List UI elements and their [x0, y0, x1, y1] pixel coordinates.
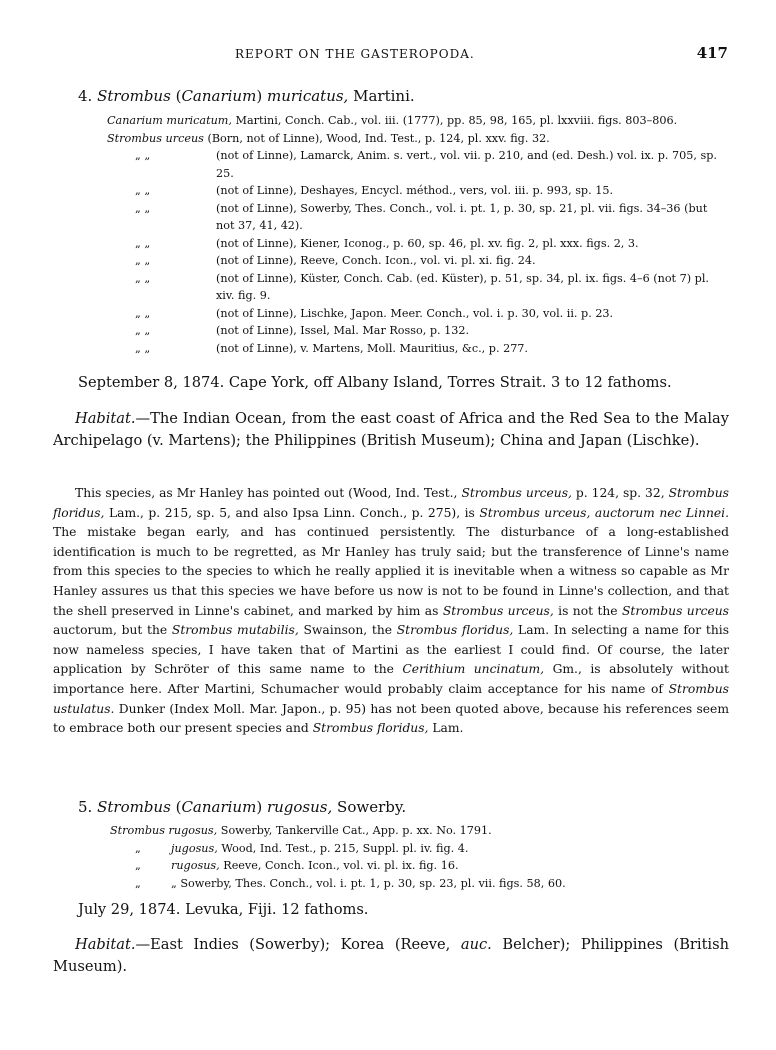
discussion-text: is not the [553, 603, 622, 618]
synonym-entry: „ „ Sowerby, Thes. Conch., vol. i. pt. 1, p. 30, sp. 23, pl. vii. figs. 58, 60. [135, 876, 566, 890]
species-epithet: muricatus, [266, 87, 349, 105]
discussion-text: Lam., p. 215, sp. 5, and also Ipsa Linn. Conch., p. 275), is [104, 505, 480, 520]
taxon-reference: Strombus urceus [621, 603, 729, 618]
species-number: 5. [78, 798, 93, 816]
synonym-entry: „ rugosus, Reeve, Conch. Icon., vol. vi. pl. ix. fig. 16. [135, 859, 459, 872]
taxon-reference: Strombus floridus, [312, 721, 429, 736]
discussion-text: Lam. [428, 721, 464, 736]
subgenus-name: (Canarium) [175, 87, 263, 105]
species-4-synonymy [0, 112, 776, 357]
genus-name: Strombus [97, 87, 171, 105]
habitat-paragraph [53, 408, 729, 452]
genus-name: Strombus [97, 798, 171, 816]
taxon-reference: Strombus urceus, auctorum nec Linnei. [479, 505, 729, 520]
taxon-reference: Strombus urceus, [442, 603, 554, 618]
running-header [0, 44, 776, 68]
collection-record: September 8, 1874. Cape York, off Albany Island, Torres Strait. 3 to 12 fathoms. [78, 374, 672, 391]
subgenus-name: (Canarium) [175, 798, 263, 816]
synonym-entry: „ jugosus, Wood, Ind. Test., p. 215, Suppl. pl. iv. fig. 4. [135, 841, 469, 855]
discussion-text: Gm., is absolutely without importance here. After Martini, Schumacher would probably claim acceptance for his name of [53, 662, 729, 696]
habitat-text: —East Indies (Sowerby); Korea (Reeve, [135, 936, 461, 953]
synonym-entry: „ „ (not of Linne), Küster, Conch. Cab. (ed. Küster), p. 51, sp. 34, pl. ix. figs. 4–6 (not 7) pl. xiv. fig. 9. [135, 271, 709, 302]
synonym-entry: „ „ (not of Linne), Lischke, Japon. Meer. Conch., vol. i. p. 30, vol. ii. p. 23. [135, 306, 614, 320]
synonym-entry: „ „ (not of Linne), v. Martens, Moll. Mauritius, &c., p. 277. [135, 341, 528, 355]
habitat-label: Habitat. [75, 410, 136, 427]
taxon-reference: Strombus floridus, [396, 623, 514, 638]
synonym-entry: „ „ (not of Linne), Deshayes, Encycl. méthod., vers, vol. iii. p. 993, sp. 15. [135, 184, 613, 197]
habitat-label: Habitat. [75, 936, 136, 953]
taxon-reference: Strombus mutabilis, [171, 623, 299, 638]
species-number: 4. [78, 87, 93, 105]
discussion-text: The mistake began early, and has continued persistently. The disturbance of a long-established identification is much to be regretted, as Mr Hanley has truly said; but the transference of Linne's name from this species to the species to which he really applied it is inevitable when a witness so capable as Mr Hanley assures us that this species we have before us now is not to be found in Linne's collection, and that the shell preserved in Linne's cabinet, and marked by him as [53, 525, 729, 618]
habitat-paragraph [53, 934, 729, 978]
discussion-text: Lam. In selecting a name for this now nameless species, I have taken that of Martini as the earliest I could find. Of course, the later application by Schröter of this same name to the [53, 623, 730, 677]
species-epithet: rugosus, [266, 798, 333, 816]
species-4-heading [78, 86, 415, 106]
habitat-auc: auc. [460, 936, 492, 953]
habitat-text-2: Belcher); Philippines (British Museum). [53, 936, 729, 975]
taxon-reference: Cerithium uncinatum, [402, 662, 545, 677]
taxon-reference: Strombus urceus, [461, 486, 572, 500]
species-author: Martini. [353, 87, 415, 105]
synonym-entry: Canarium muricatum, Martini, Conch. Cab., vol. iii. (1777), pp. 85, 98, 165, pl. lxxviii. figs. 803–806. [107, 114, 678, 127]
running-title: REPORT ON THE GASTEROPODA. [235, 47, 475, 61]
page-number: 417 [696, 44, 728, 62]
discussion-text: auctorum, but the [53, 623, 172, 638]
synonym-entry: Strombus urceus (Born, not of Linne), Wood, Ind. Test., p. 124, pl. xxv. fig. 32. [107, 131, 550, 145]
collection-record: July 29, 1874. Levuka, Fiji. 12 fathoms. [78, 901, 369, 918]
habitat-text: —The Indian Ocean, from the east coast of Africa and the Red Sea to the Malay Archipelago (v. Martens); the Philippines (British Museum); China and Japan (Lischke). [53, 410, 729, 449]
synonym-entry: „ „ (not of Linne), Sowerby, Thes. Conch., vol. i. pt. 1, p. 30, sp. 21, pl. vii. figs. 34–36 (but not 37, 41, 42). [135, 201, 708, 232]
species-author: Sowerby. [337, 798, 407, 816]
taxon-reference: Strombus ustulatus. [53, 681, 729, 716]
species-5-heading [78, 797, 406, 817]
species-5-synonymy [0, 822, 776, 892]
discussion-text: Dunker (Index Moll. Mar. Japon., p. 95) has not been quoted above, because his references seem to embrace both our present species and [53, 701, 729, 736]
synonym-entry: Strombus rugosus, Sowerby, Tankerville Cat., App. p. xx. No. 1791. [110, 824, 492, 837]
discussion-text: p. 124, sp. 32, [571, 486, 669, 500]
synonym-entry: „ „ (not of Linne), Kiener, Iconog., p. 60, sp. 46, pl. xv. fig. 2, pl. xxx. figs. 2, 3. [135, 236, 639, 250]
synonym-entry: „ „ (not of Linne), Issel, Mal. Mar Rosso, p. 132. [135, 324, 470, 337]
synonym-entry: „ „ (not of Linne), Reeve, Conch. Icon., vol. vi. pl. xi. fig. 24. [135, 254, 536, 267]
taxon-reference: Strombus floridus, [53, 486, 729, 520]
discussion-paragraph [53, 484, 729, 739]
synonym-entry: „ „ (not of Linne), Lamarck, Anim. s. vert., vol. vii. p. 210, and (ed. Desh.) vol. ix. p. 705, sp. 25. [135, 149, 717, 180]
discussion-text: This species, as Mr Hanley has pointed out (Wood, Ind. Test., [75, 486, 462, 500]
discussion-text: Swainson, the [298, 623, 397, 638]
